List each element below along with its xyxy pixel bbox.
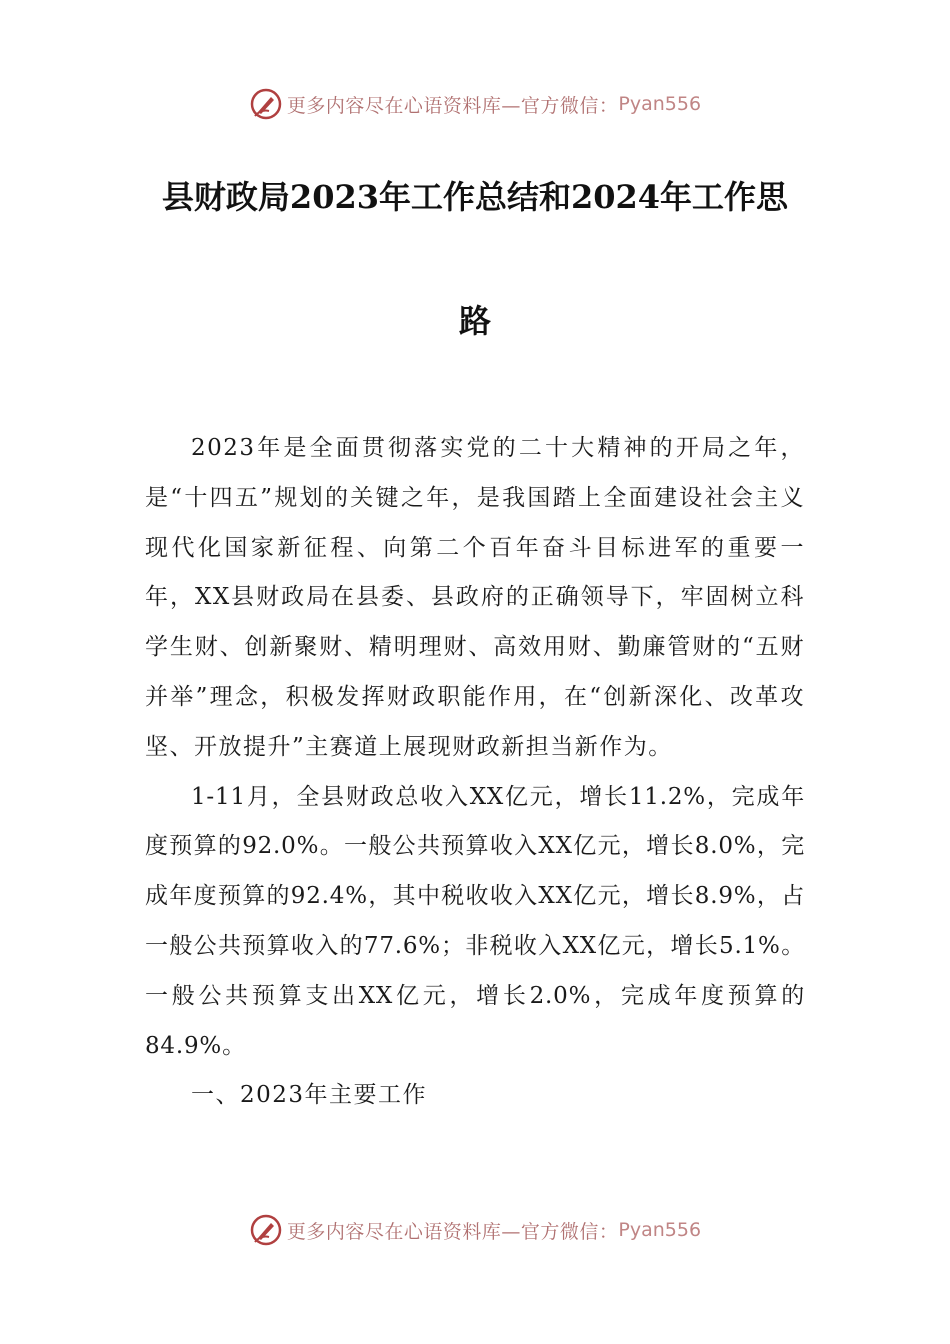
- watermark-wechat-id: Pyan556: [618, 93, 702, 115]
- watermark-header: [0, 84, 950, 124]
- document-title-line-1: 县财政局2023年工作总结和2024年工作思: [161, 178, 789, 216]
- watermark-text: 更多内容尽在心语资料库—官方微信：: [286, 94, 619, 117]
- pen-logo-icon: [249, 87, 283, 121]
- watermark-footer: [0, 1210, 950, 1250]
- document-body: [145, 424, 805, 1121]
- watermark-text: 更多内容尽在心语资料库—官方微信：: [286, 1220, 619, 1243]
- section-heading: 一、2023年主要工作: [191, 1082, 428, 1109]
- paragraph-intro: 2023年是全面贯彻落实党的二十大精神的开局之年，是“十四五”规划的关键之年，是我国踏上全面建设社会主义现代化国家新征程、向第二个百年奋斗目标进军的重要一年，XX县财政局在县委、县政府的正确领导下，牢固树立科学生财、创新聚财、精明理财、高效用财、勤廉管财的“五财并举”理念，积极发挥财政职能作用，在“创新深化、改革攻坚、开放提升”主赛道上展现财政新担当新作为。: [145, 435, 805, 760]
- watermark-wechat-id: Pyan556: [618, 1219, 702, 1241]
- pen-logo-icon: [249, 1213, 283, 1247]
- paragraph-revenue-stats: 1-11月，全县财政总收入XX亿元，增长11.2%，完成年度预算的92.0%。一般公共预算收入XX亿元，增长8.0%，完成年度预算的92.4%，其中税收收入XX亿元，增长8.9%，占一般公共预算收入的77.6%；非税收入XX亿元，增长5.1%。一般公共预算支出XX亿元，增长2.0%，完成年度预算的84.9%。: [145, 783, 805, 1059]
- document-title-line-2: 路: [458, 302, 491, 340]
